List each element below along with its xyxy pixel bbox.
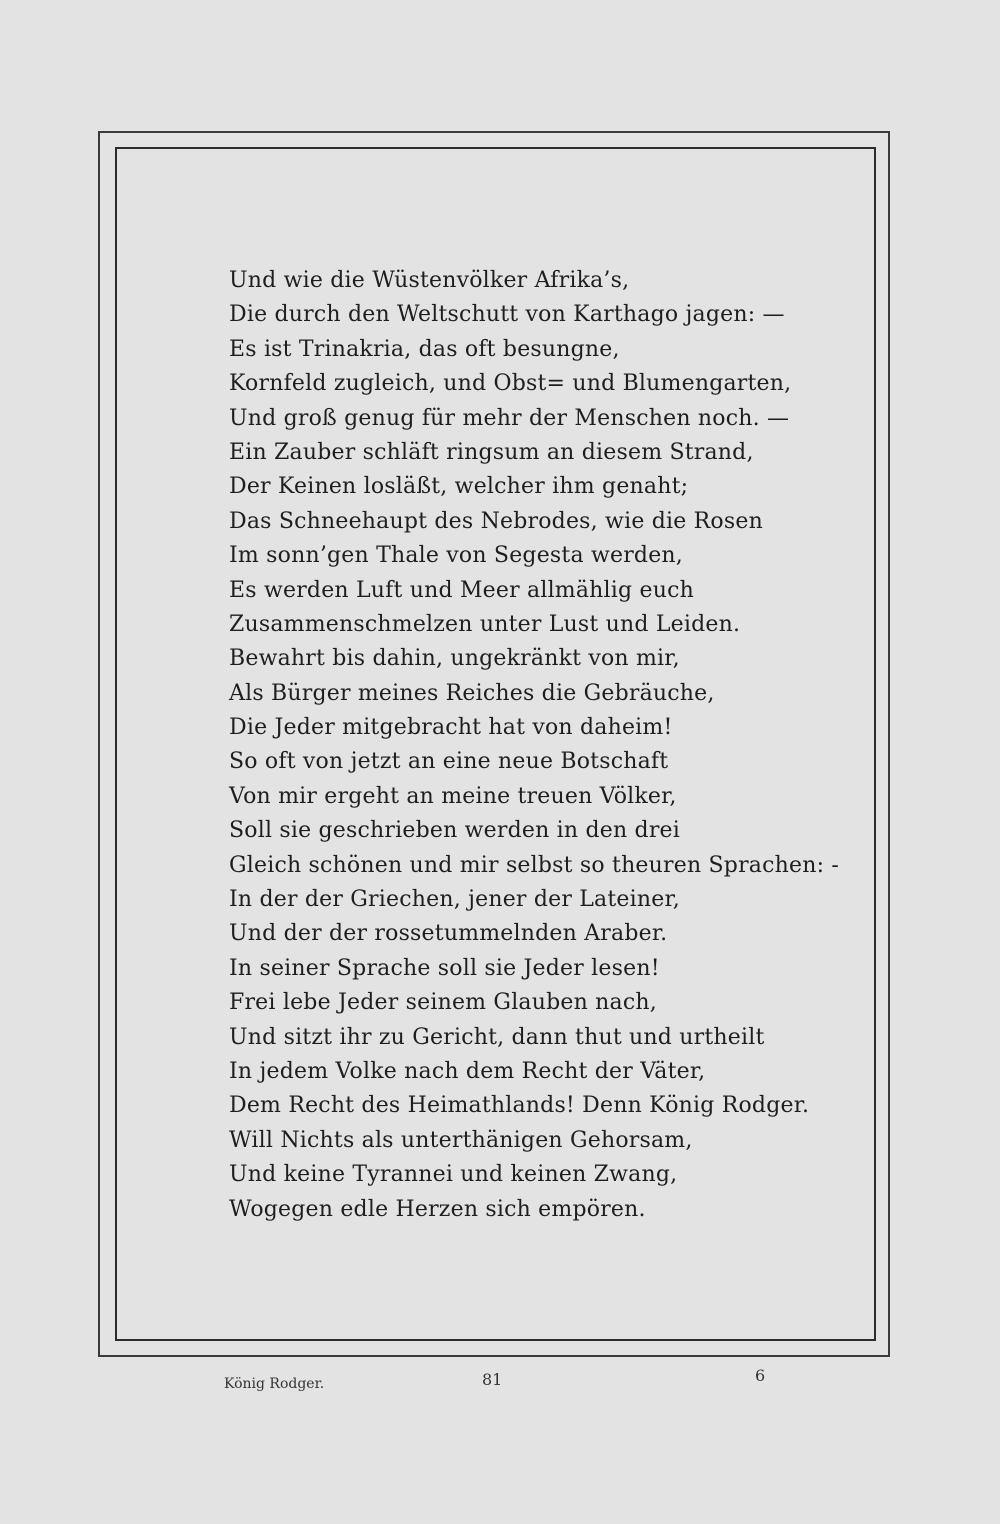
poem-line: Die durch den Weltschutt von Karthago jagen: — [229,302,785,328]
running-title: König Rodger. [224,1376,325,1392]
poem-text [229,264,840,1227]
poem-line: Gleich schönen und mir selbst so theuren Sprachen: - [229,852,840,878]
poem-line: Im sonn’gen Thale von Segesta werden, [229,543,683,569]
poem-line: Will Nichts als unterthänigen Gehorsam, [229,1127,693,1153]
poem-line: Und keine Tyrannei und keinen Zwang, [229,1162,678,1188]
poem-line: Und der der rossetummelnden Araber. [229,921,668,947]
poem-line: Soll sie geschrieben werden in den drei [229,818,680,844]
poem-line: Wogegen edle Herzen sich empören. [229,1196,646,1222]
poem-line: In jedem Volke nach dem Recht der Väter, [229,1058,706,1084]
poem-line: Frei lebe Jeder seinem Glauben nach, [229,990,657,1016]
poem-line: Der Keinen losläßt, welcher ihm genaht; [229,474,689,500]
poem-line: Bewahrt bis dahin, ungekränkt von mir, [229,646,680,672]
poem-line: Es ist Trinakria, das oft besungne, [229,336,620,362]
poem-line: Und sitzt ihr zu Gericht, dann thut und urtheilt [229,1024,765,1050]
poem-line: Ein Zauber schläft ringsum an diesem Strand, [229,439,754,465]
poem-line: Das Schneehaupt des Nebrodes, wie die Rosen [229,508,763,534]
poem-line: In seiner Sprache soll sie Jeder lesen! [229,955,660,981]
poem-line: Als Bürger meines Reiches die Gebräuche, [229,680,715,706]
poem-line: Zusammenschmelzen unter Lust und Leiden. [229,611,741,637]
poem-line: Es werden Luft und Meer allmählig euch [229,577,694,603]
poem-line: Kornfeld zugleich, und Obst= und Blumengarten, [229,371,792,397]
poem-line: Und wie die Wüstenvölker Afrika’s, [229,268,630,293]
poem-line: Die Jeder mitgebracht hat von daheim! [229,715,673,741]
page-number: 81 [482,1370,503,1389]
poem-line: Und groß genug für mehr der Menschen noch. — [229,405,790,431]
signature-mark: 6 [755,1366,766,1385]
poem-line: Dem Recht des Heimathlands! Denn König Rodger. [229,1093,810,1119]
poem-line: So oft von jetzt an eine neue Botschaft [229,749,669,775]
poem-line: In der der Griechen, jener der Lateiner, [229,887,680,913]
poem-line: Von mir ergeht an meine treuen Völker, [229,783,677,809]
